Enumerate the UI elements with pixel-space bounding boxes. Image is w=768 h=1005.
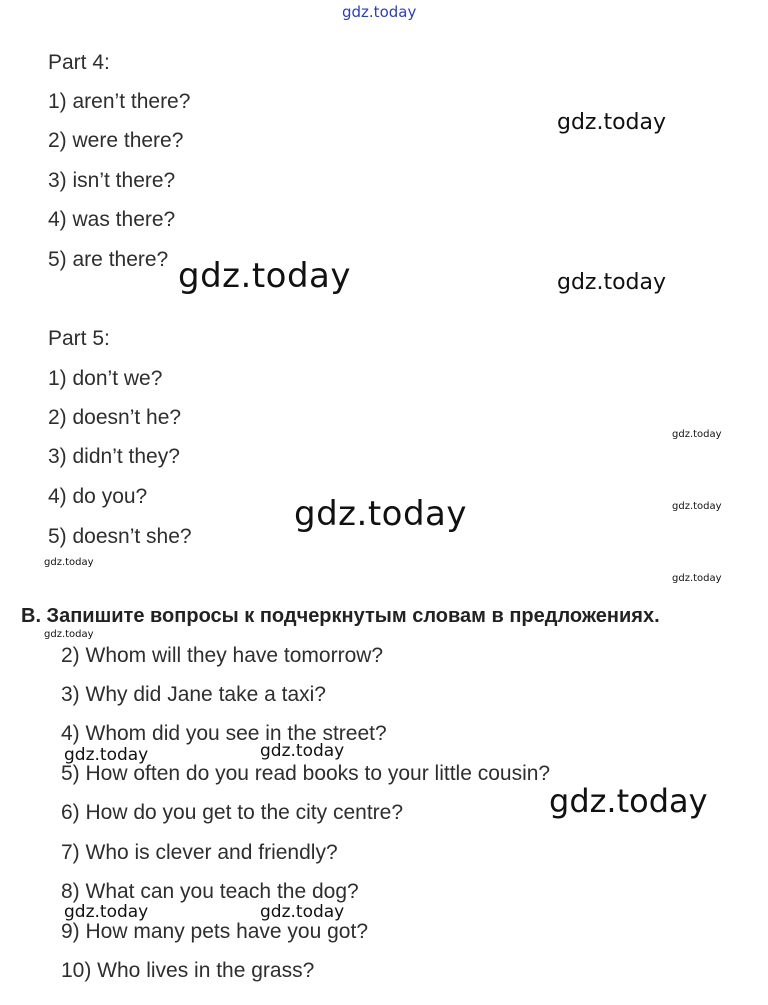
part4-answer: 3) isn’t there? [48,169,176,192]
part5-answer: 1) don’t we? [48,367,163,390]
section-b-question: 4) Whom did you see in the street? [61,722,387,745]
part4-answer: 1) aren’t there? [48,90,191,113]
watermark: gdz.today [557,270,667,295]
watermark-large: gdz.today [549,782,708,820]
section-b-question: 8) What can you teach the dog? [61,880,359,903]
part4-answer: 4) was there? [48,208,176,231]
section-b-question: 2) Whom will they have tomorrow? [61,644,384,667]
watermark: gdz.today [64,902,149,922]
part5-title: Part 5: [48,327,110,350]
watermark-small: gdz.today [672,429,722,440]
section-b-question: 10) Who lives in the grass? [61,959,315,982]
watermark-large: gdz.today [178,256,351,296]
watermark-small: gdz.today [44,629,94,640]
section-b-heading: B. Запишите вопросы к подчеркнутым словам в предложениях. [21,605,660,627]
watermark-small: gdz.today [44,557,94,568]
watermark-small: gdz.today [672,501,722,512]
watermark-top: gdz.today [342,3,417,21]
watermark: gdz.today [64,745,149,765]
section-b-question: 7) Who is clever and friendly? [61,841,338,864]
part4-title: Part 4: [48,51,110,74]
watermark: gdz.today [260,741,345,761]
section-b-question: 6) How do you get to the city centre? [61,801,404,824]
part5-answer: 4) do you? [48,485,148,508]
section-b-question: 3) Why did Jane take a taxi? [61,683,326,706]
watermark-large: gdz.today [294,494,467,534]
watermark-small: gdz.today [672,573,722,584]
watermark: gdz.today [557,110,667,135]
part5-answer: 5) doesn’t she? [48,525,192,548]
part4-answer: 2) were there? [48,129,184,152]
part5-answer: 2) doesn’t he? [48,406,182,429]
part5-answer: 3) didn’t they? [48,445,180,468]
section-b-question: 9) How many pets have you got? [61,920,369,943]
watermark: gdz.today [260,902,345,922]
part4-answer: 5) are there? [48,248,169,271]
section-b-question: 5) How often do you read books to your little cousin? [61,762,551,785]
